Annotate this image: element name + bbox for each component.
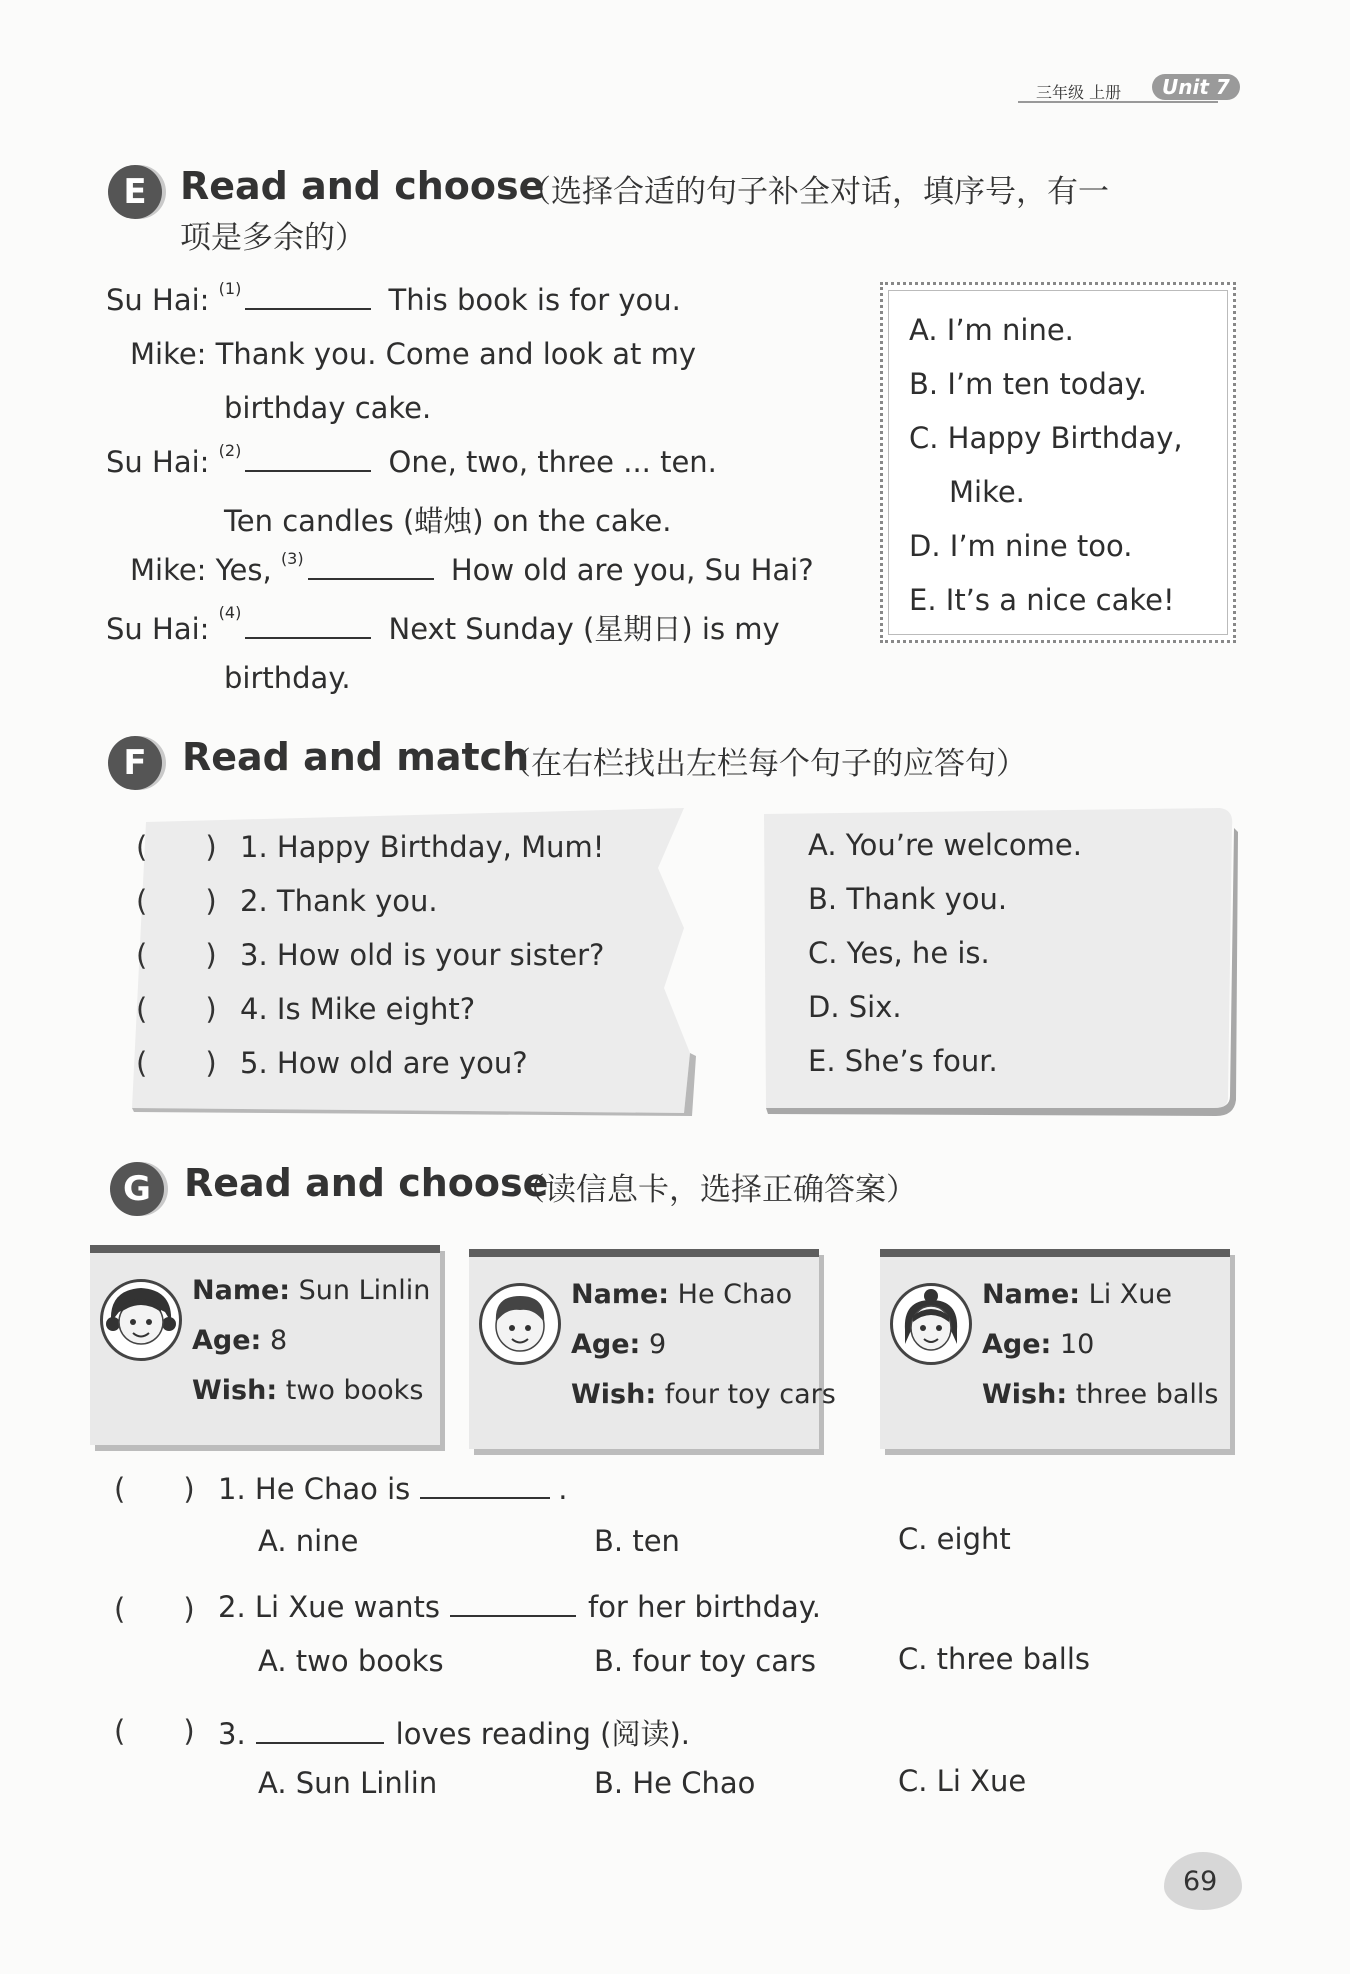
card-wish: three balls <box>1075 1379 1219 1410</box>
section-e-badge: E <box>108 165 162 219</box>
girl-avatar-icon <box>100 1279 182 1361</box>
question-1: 1. He Chao is . <box>218 1472 568 1506</box>
speaker: Mike: <box>130 553 207 587</box>
option-b: B. I’m ten today. <box>909 367 1147 401</box>
option-c-cont: Mike. <box>949 475 1025 509</box>
dialogue-line-1 <box>106 279 681 317</box>
info-card-he-chao <box>469 1249 836 1449</box>
answer-blank[interactable] <box>245 286 371 310</box>
blank-number: (3) <box>280 549 304 568</box>
girl-avatar-icon <box>890 1283 972 1365</box>
section-f-note: （在右栏找出左栏每个句子的应答句） <box>500 746 1027 782</box>
answer-paren-q1[interactable]: ( ) <box>114 1472 195 1506</box>
right-item-d: D. Six. <box>808 990 902 1024</box>
card-wish: two books <box>285 1375 424 1406</box>
card-name-line: Name: Sun Linlin <box>192 1275 431 1306</box>
q3-option-c: C. Li Xue <box>898 1764 1027 1798</box>
q2-option-c: C. three balls <box>898 1642 1091 1676</box>
card-wish: four toy cars <box>664 1379 836 1410</box>
card-wish-line: Wish: four toy cars <box>571 1379 836 1410</box>
q1-option-c: C. eight <box>898 1522 1011 1556</box>
options-box <box>880 282 1236 643</box>
unit-tag: Unit 7 <box>1152 74 1240 100</box>
speaker: Su Hai: <box>106 283 210 317</box>
dialogue-line-2 <box>130 337 696 371</box>
answer-paren-5[interactable]: ( ) <box>136 1046 217 1080</box>
q2-option-b: B. four toy cars <box>594 1644 817 1678</box>
answer-paren-q3[interactable]: ( ) <box>114 1714 195 1748</box>
dialogue-text: Next Sunday (星期日) is my <box>388 612 780 646</box>
card-name: He Chao <box>677 1279 793 1310</box>
q1-option-a: A. nine <box>258 1524 359 1558</box>
card-age-line: Age: 9 <box>571 1329 667 1360</box>
option-c: C. Happy Birthday, <box>909 421 1183 455</box>
dialogue-line-8: birthday. <box>224 661 351 695</box>
card-wish-line: Wish: three balls <box>982 1379 1219 1410</box>
section-f-badge: F <box>108 736 162 790</box>
blank-number: (4) <box>218 603 242 622</box>
answer-blank[interactable] <box>450 1593 576 1617</box>
answer-paren-3[interactable]: ( ) <box>136 938 217 972</box>
answer-paren-4[interactable]: ( ) <box>136 992 217 1026</box>
card-name-line: Name: Li Xue <box>982 1279 1173 1310</box>
answer-paren-q2[interactable]: ( ) <box>114 1592 195 1626</box>
option-e: E. It’s a nice cake! <box>909 583 1175 617</box>
right-item-a: A. You’re welcome. <box>808 828 1082 862</box>
dialogue-line-7 <box>106 603 780 648</box>
option-a: A. I’m nine. <box>909 313 1074 347</box>
question-2: 2. Li Xue wants for her birthday. <box>218 1590 822 1624</box>
right-item-b: B. Thank you. <box>808 882 1008 916</box>
blank-number: (2) <box>218 441 242 460</box>
dialogue-text: How old are you, Su Hai? <box>450 553 814 587</box>
card-wish-line: Wish: two books <box>192 1375 424 1406</box>
left-item-4: 4. Is Mike eight? <box>240 992 476 1026</box>
dialogue-line-4 <box>106 441 717 479</box>
q3-option-b: B. He Chao <box>594 1766 756 1800</box>
left-item-3: 3. How old is your sister? <box>240 938 605 972</box>
card-age-line: Age: 8 <box>192 1325 288 1356</box>
q1-option-b: B. ten <box>594 1524 680 1558</box>
section-f-title: Read and match <box>182 735 530 779</box>
card-age: 10 <box>1059 1329 1095 1360</box>
speaker: Mike: <box>130 337 207 371</box>
q3-option-a: A. Sun Linlin <box>258 1766 438 1800</box>
answer-blank[interactable] <box>308 556 434 580</box>
dialogue-text: Thank you. Come and look at my <box>215 337 697 371</box>
card-age: 9 <box>648 1329 667 1360</box>
card-name-line: Name: He Chao <box>571 1279 793 1310</box>
left-item-2: 2. Thank you. <box>240 884 438 918</box>
answer-blank[interactable] <box>256 1720 384 1744</box>
card-name: Sun Linlin <box>298 1275 431 1306</box>
dialogue-line-5: Ten candles (蜡烛) on the cake. <box>224 504 672 538</box>
section-g-note: （读信息卡，选择正确答案） <box>514 1172 917 1208</box>
speaker: Su Hai: <box>106 612 210 646</box>
left-item-5: 5. How old are you? <box>240 1046 528 1080</box>
answer-paren-1[interactable]: ( ) <box>136 830 217 864</box>
q2-option-a: A. two books <box>258 1644 444 1678</box>
card-age-line: Age: 10 <box>982 1329 1095 1360</box>
section-g-title: Read and choose <box>184 1161 549 1205</box>
info-card-li-xue <box>880 1249 1230 1449</box>
answer-blank[interactable] <box>245 615 371 639</box>
info-card-sun-linlin <box>90 1245 440 1445</box>
section-e-note-2: 项是多余的） <box>180 220 366 256</box>
grade-label: 三年级 上册 <box>1036 83 1122 102</box>
question-3: 3. loves reading (阅读). <box>218 1717 691 1751</box>
dialogue-text: This book is for you. <box>388 283 681 317</box>
answer-blank[interactable] <box>245 448 371 472</box>
dialogue-line-6 <box>130 549 814 587</box>
left-item-1: 1. Happy Birthday, Mum! <box>240 830 605 864</box>
section-e-note: （选择合适的句子补全对话，填序号，有一 <box>520 174 1109 210</box>
page-number: 69 <box>1183 1866 1218 1897</box>
right-item-e: E. She’s four. <box>808 1044 998 1078</box>
section-g-badge: G <box>110 1162 164 1216</box>
card-name: Li Xue <box>1088 1279 1173 1310</box>
option-d: D. I’m nine too. <box>909 529 1133 563</box>
dialogue-text: Yes, <box>215 553 272 587</box>
speaker: Su Hai: <box>106 445 210 479</box>
blank-number: (1) <box>218 279 242 298</box>
boy-avatar-icon <box>479 1283 561 1365</box>
right-item-c: C. Yes, he is. <box>808 936 990 970</box>
answer-paren-2[interactable]: ( ) <box>136 884 217 918</box>
card-age: 8 <box>269 1325 288 1356</box>
dialogue-text: One, two, three ... ten. <box>388 445 717 479</box>
answer-blank[interactable] <box>420 1475 550 1499</box>
dialogue-line-3: birthday cake. <box>224 391 432 425</box>
section-e-title: Read and choose <box>180 164 545 208</box>
